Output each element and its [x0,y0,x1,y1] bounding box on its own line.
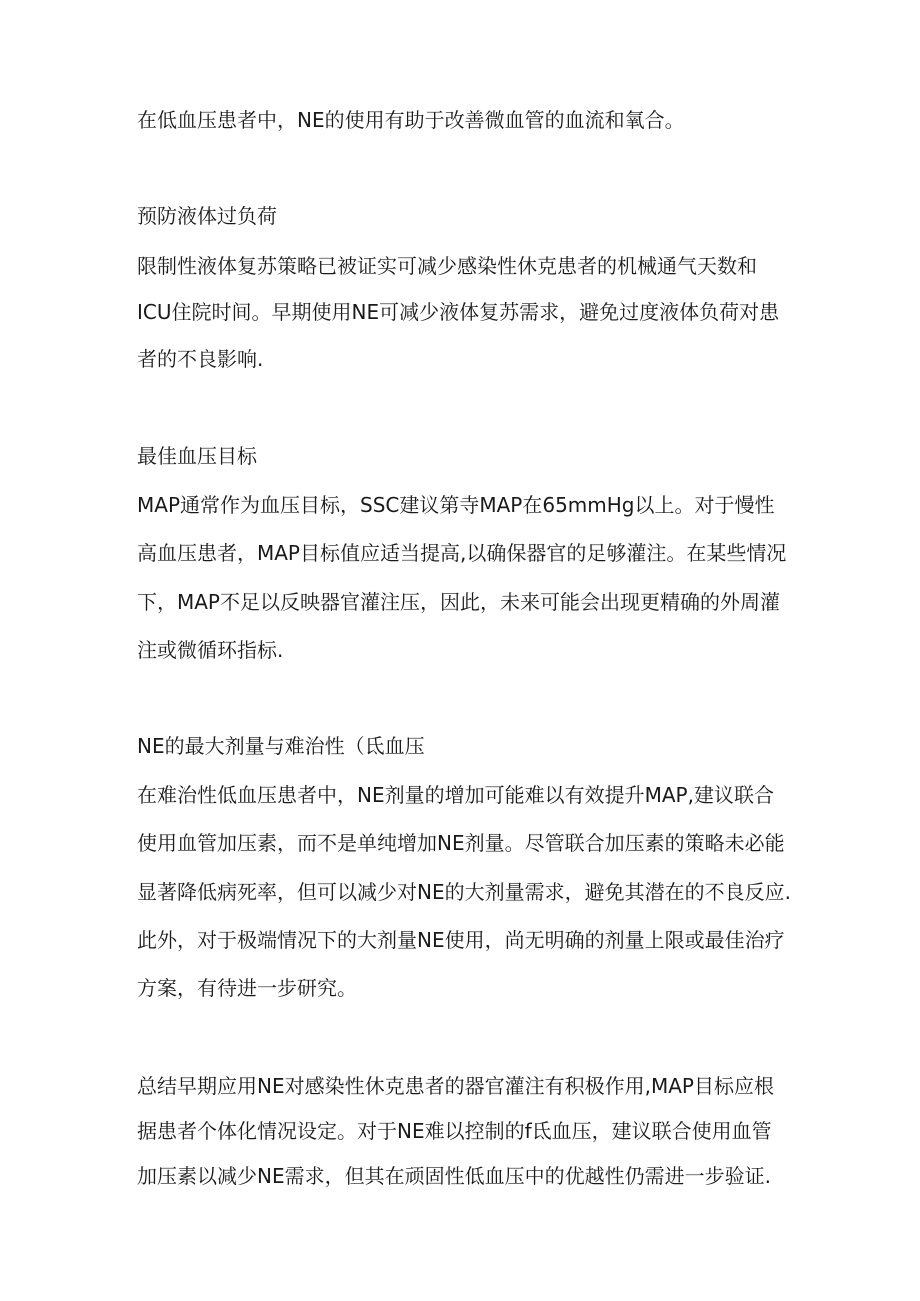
paragraph-line: 高血压患者，MAP目标值应适当提高,以确保器官的足够灌注。在某些情况 [137,541,787,565]
paragraph-line: 注或微循环指标. [137,638,284,662]
paragraph-line: 使用血管加压素，而不是单纯增加NE剂量。尽管联合加压素的策略未必能 [137,831,785,855]
summary-line: 加压素以减少NE需求，但其在顽固性低血压中的优越性仍需进一步验证. [137,1164,771,1188]
paragraph-line: 显著降低病死率，但可以减少对NE的大剂量需求，避免其潜在的不良反应. [137,880,791,904]
summary-line: 总结早期应用NE对感染性休克患者的器官灌注有积极作用,MAP目标应根 [137,1074,774,1098]
section-heading-fluid: 预防液体过负荷 [137,204,277,228]
section-heading-dose: NE的最大剂量与难治性（氐血压 [137,734,425,758]
summary-line: 据患者个体化情况设定。对于NE难以控制的f氐血压，建议联合使用血管 [137,1119,772,1143]
intro-paragraph: 在低血压患者中，NE的使用有助于改善微血管的血流和氧合。 [137,108,685,132]
paragraph-line: 此外，对于极端情况下的大剂量NE使用，尚无明确的剂量上限或最佳治疗 [137,928,785,952]
paragraph-line: MAP通常作为血压目标，SSC建议第寺MAP在65mmHg以上。对于慢性 [137,493,775,517]
paragraph-line: 者的不良影响. [137,347,264,371]
paragraph-line: 在难治性低血压患者中，NE剂量的增加可能难以有效提升MAP,建议联合 [137,783,774,807]
section-heading-bp: 最佳血压目标 [137,444,257,468]
paragraph-line: ICU住院时间。早期使用NE可减少液体复苏需求，避免过度液体负荷对患 [137,300,780,324]
paragraph-line: 下，MAP不足以反映器官灌注压，因此，未来可能会出现更精确的外周灌 [137,590,780,614]
paragraph-line: 方案，有待进一步研究。 [137,976,357,1000]
paragraph-line: 限制性液体复苏策略已被证实可减少感染性休克患者的机械通气天数和 [137,254,757,278]
